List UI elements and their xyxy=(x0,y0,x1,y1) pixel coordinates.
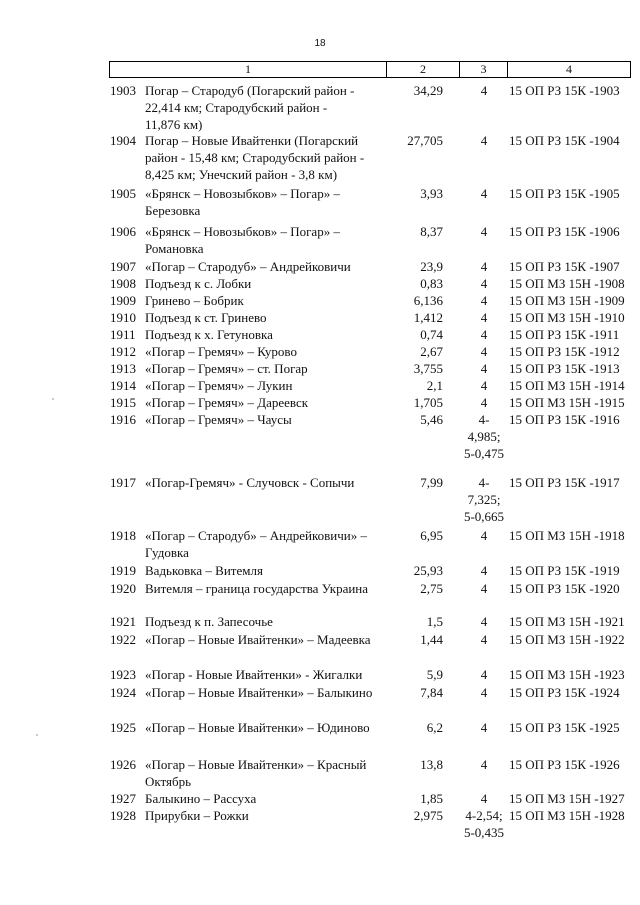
row-number: 1904 xyxy=(110,133,136,148)
row-number: 1919 xyxy=(110,563,136,578)
road-category: 4 xyxy=(480,259,488,274)
table-header xyxy=(109,61,631,78)
road-id: 15 ОП МЗ 15Н -1918 xyxy=(509,528,625,543)
row-number: 1926 xyxy=(110,757,136,772)
row-number: 1922 xyxy=(110,632,136,647)
road-category: 4 xyxy=(480,667,488,682)
row-number: 1927 xyxy=(110,791,136,806)
road-name: Прирубки – Рожки xyxy=(145,808,249,823)
road-name: Балыкино – Рассуха xyxy=(145,791,257,806)
scan-speck xyxy=(52,398,54,400)
road-name: Погар – Новые Ивайтенки (Погарский район - 15,48 км; Стародубский район - 8,425 км; Унечский район - 3,8 км) xyxy=(145,133,365,182)
road-name: Гринево – Бобрик xyxy=(145,293,244,308)
road-name: Погар – Стародуб (Погарский район - 22,414 км; Стародубский район - 11,876 км) xyxy=(145,83,355,132)
row-number: 1920 xyxy=(110,581,136,596)
road-name: «Погар – Гремяч» – Дареевск xyxy=(145,395,309,410)
road-id: 15 ОП МЗ 15Н -1915 xyxy=(509,395,625,410)
road-id: 15 ОП РЗ 15К -1913 xyxy=(509,361,620,376)
road-length: 1,5 xyxy=(426,614,443,629)
road-category: 4 xyxy=(480,361,488,376)
road-category: 4-2,54; 5-0,435 xyxy=(463,808,505,840)
road-id: 15 ОП РЗ 15К -1917 xyxy=(509,475,620,490)
row-number: 1903 xyxy=(110,83,136,98)
road-id: 15 ОП МЗ 15Н -1928 xyxy=(509,808,625,823)
road-name: Подъезд к ст. Гринево xyxy=(145,310,267,325)
road-name: «Погар – Гремяч» – ст. Погар xyxy=(145,361,308,376)
road-category: 4 xyxy=(480,632,488,647)
road-id: 15 ОП МЗ 15Н -1923 xyxy=(509,667,625,682)
road-id: 15 ОП РЗ 15К -1924 xyxy=(509,685,620,700)
road-category: 4 xyxy=(480,685,488,700)
road-id: 15 ОП МЗ 15Н -1914 xyxy=(509,378,625,393)
road-category: 4 xyxy=(480,224,488,239)
road-category: 4 xyxy=(480,528,488,543)
road-length: 0,83 xyxy=(420,276,443,291)
road-category: 4 xyxy=(480,327,488,342)
row-number: 1923 xyxy=(110,667,136,682)
road-length: 7,99 xyxy=(420,475,443,490)
road-length: 3,93 xyxy=(420,186,443,201)
road-id: 15 ОП РЗ 15К -1911 xyxy=(509,327,620,342)
road-category: 4 xyxy=(480,614,488,629)
road-category: 4 xyxy=(480,310,488,325)
road-name: Подъезд к х. Гетуновка xyxy=(145,327,273,342)
road-length: 1,44 xyxy=(420,632,443,647)
road-name: Подъезд к п. Запесочье xyxy=(145,614,273,629)
road-category: 4- 4,985; 5-0,475 xyxy=(463,412,505,461)
road-name: «Погар-Гремяч» - Случовск - Сопычи xyxy=(145,475,355,490)
road-length: 1,705 xyxy=(413,395,443,410)
row-number: 1910 xyxy=(110,310,136,325)
road-name: «Погар – Гремяч» – Лукин xyxy=(145,378,293,393)
road-name: «Погар – Гремяч» – Чаусы xyxy=(145,412,292,427)
road-category: 4 xyxy=(480,186,488,201)
row-number: 1911 xyxy=(110,327,136,342)
road-category: 4 xyxy=(480,378,488,393)
road-length: 1,412 xyxy=(413,310,443,325)
road-category: 4 xyxy=(480,791,488,806)
road-length: 1,85 xyxy=(420,791,443,806)
road-length: 6,136 xyxy=(413,293,443,308)
road-id: 15 ОП РЗ 15К -1919 xyxy=(509,563,620,578)
road-name: «Погар – Новые Ивайтенки» – Мадеевка xyxy=(145,632,371,647)
row-number: 1905 xyxy=(110,186,136,201)
row-number: 1928 xyxy=(110,808,136,823)
road-length: 34,29 xyxy=(413,83,443,98)
road-length: 8,37 xyxy=(420,224,443,239)
road-category: 4 xyxy=(480,720,488,735)
road-id: 15 ОП МЗ 15Н -1909 xyxy=(509,293,625,308)
row-number: 1914 xyxy=(110,378,136,393)
road-length: 23,9 xyxy=(420,259,443,274)
road-category: 4 xyxy=(480,133,488,148)
road-name: Вадьковка – Витемля xyxy=(145,563,263,578)
road-id: 15 ОП МЗ 15Н -1910 xyxy=(509,310,625,325)
row-number: 1909 xyxy=(110,293,136,308)
road-id: 15 ОП РЗ 15К -1904 xyxy=(509,133,620,148)
road-category: 4 xyxy=(480,581,488,596)
road-name: «Брянск – Новозыбков» – Погар» – Романовка xyxy=(145,224,340,256)
road-category: 4 xyxy=(480,563,488,578)
row-number: 1913 xyxy=(110,361,136,376)
road-category: 4 xyxy=(480,344,488,359)
road-name: «Погар - Новые Ивайтенки» - Жигалки xyxy=(145,667,363,682)
road-name: Витемля – граница государства Украина xyxy=(145,581,369,596)
road-category: 4 xyxy=(480,83,488,98)
road-category: 4 xyxy=(480,395,488,410)
road-category: 4 xyxy=(480,757,488,772)
row-number: 1907 xyxy=(110,259,136,274)
road-length: 5,9 xyxy=(426,667,443,682)
road-length: 6,2 xyxy=(426,720,443,735)
road-length: 2,75 xyxy=(420,581,443,596)
road-id: 15 ОП МЗ 15Н -1922 xyxy=(509,632,625,647)
header-col-3: 3 xyxy=(460,62,508,77)
road-length: 2,67 xyxy=(420,344,443,359)
road-category: 4 xyxy=(480,276,488,291)
road-id: 15 ОП РЗ 15К -1916 xyxy=(509,412,620,427)
row-number: 1918 xyxy=(110,528,136,543)
road-id: 15 ОП МЗ 15Н -1921 xyxy=(509,614,625,629)
row-number: 1916 xyxy=(110,412,136,427)
row-number: 1915 xyxy=(110,395,136,410)
road-name: «Погар – Новые Ивайтенки» – Красный Октябрь xyxy=(145,757,367,789)
road-id: 15 ОП РЗ 15К -1920 xyxy=(509,581,620,596)
road-length: 3,755 xyxy=(413,361,443,376)
road-name: «Погар – Новые Ивайтенки» – Балыкино xyxy=(145,685,373,700)
row-number: 1924 xyxy=(110,685,136,700)
row-number: 1906 xyxy=(110,224,136,239)
header-col-1: 1 xyxy=(110,62,387,77)
road-category: 4- 7,325; 5-0,665 xyxy=(463,475,505,524)
header-col-4: 4 xyxy=(566,62,572,76)
road-length: 27,705 xyxy=(407,133,443,148)
row-number: 1925 xyxy=(110,720,136,735)
scan-speck xyxy=(36,734,38,736)
road-length: 7,84 xyxy=(420,685,443,700)
road-length: 0,74 xyxy=(420,327,443,342)
road-id: 15 ОП РЗ 15К -1926 xyxy=(509,757,620,772)
header-col-2: 2 xyxy=(387,62,460,77)
road-category: 4 xyxy=(480,293,488,308)
road-name: «Погар – Новые Ивайтенки» – Юдиново xyxy=(145,720,370,735)
road-id: 15 ОП МЗ 15Н -1908 xyxy=(509,276,625,291)
row-number: 1912 xyxy=(110,344,136,359)
road-name: «Брянск – Новозыбков» – Погар» – Березовка xyxy=(145,186,340,218)
road-id: 15 ОП РЗ 15К -1907 xyxy=(509,259,620,274)
road-length: 2,975 xyxy=(413,808,443,823)
road-length: 5,46 xyxy=(420,412,443,427)
road-id: 15 ОП МЗ 15Н -1927 xyxy=(509,791,625,806)
road-id: 15 ОП РЗ 15К -1903 xyxy=(509,83,620,98)
road-name: «Погар – Стародуб» – Андрейковичи xyxy=(145,259,351,274)
page-number: 18 xyxy=(314,38,326,49)
road-length: 13,8 xyxy=(420,757,443,772)
row-number: 1921 xyxy=(110,614,136,629)
road-id: 15 ОП РЗ 15К -1906 xyxy=(509,224,620,239)
row-number: 1908 xyxy=(110,276,136,291)
road-length: 25,93 xyxy=(413,563,443,578)
road-name: «Погар – Гремяч» – Курово xyxy=(145,344,297,359)
road-id: 15 ОП РЗ 15К -1925 xyxy=(509,720,620,735)
road-id: 15 ОП РЗ 15К -1912 xyxy=(509,344,620,359)
road-name: «Погар – Стародуб» – Андрейковичи» – Гудовка xyxy=(145,528,367,560)
row-number: 1917 xyxy=(110,475,136,490)
road-length: 2,1 xyxy=(426,378,443,393)
road-length: 6,95 xyxy=(420,528,443,543)
road-name: Подъезд к с. Лобки xyxy=(145,276,252,291)
road-id: 15 ОП РЗ 15К -1905 xyxy=(509,186,620,201)
